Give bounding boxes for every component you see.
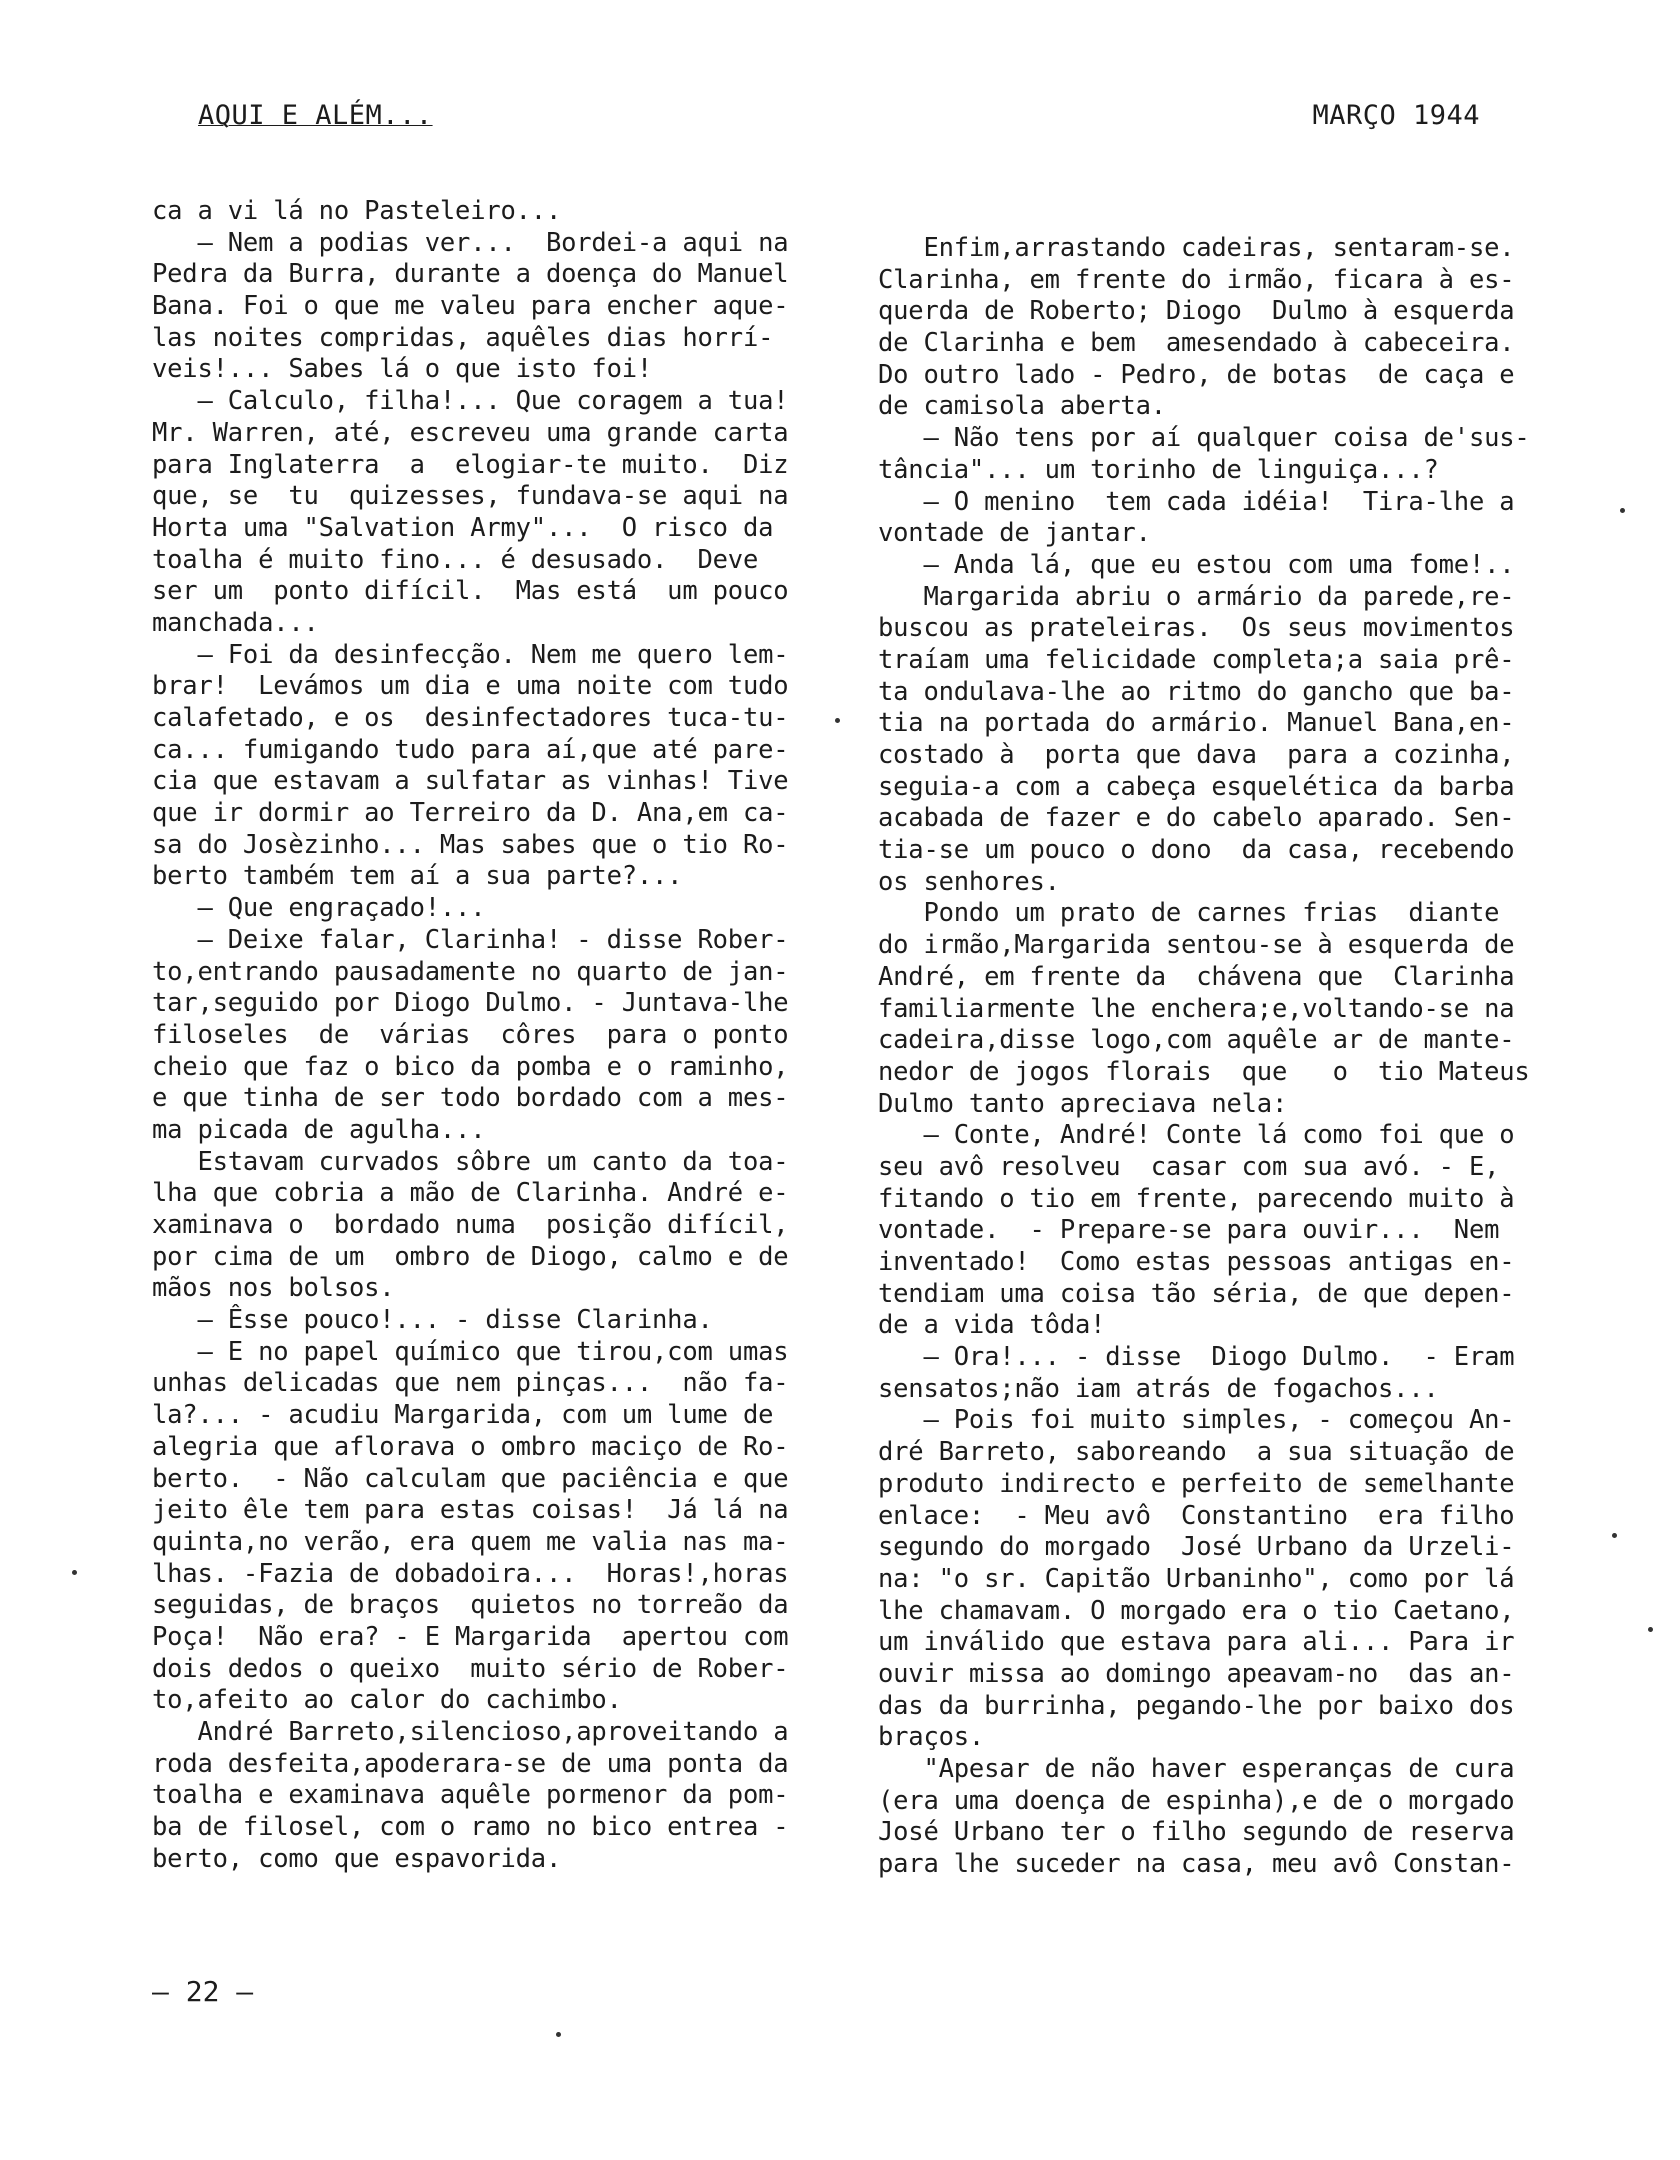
text-line: Do outro lado - Pedro, de botas de caça e — [878, 359, 1515, 390]
text-line: ser um ponto difícil. Mas está um pouco — [152, 576, 789, 607]
text-line: veis!... Sabes lá o que isto foi! — [152, 354, 653, 385]
text-line: berto, como que espavorida. — [152, 1843, 562, 1874]
text-line: calafetado, e os desinfectadores tuca-tu- — [152, 703, 789, 733]
text-line: cadeira,disse logo,com aquêle ar de mante- — [878, 1025, 1515, 1056]
text-line: seguidas, de braços quietos no torreão da — [152, 1590, 789, 1621]
text-line: os senhores. — [878, 866, 1060, 897]
text-line: Enfim,arrastando cadeiras, sentaram-se. — [878, 233, 1515, 263]
text-line: alegria que aflorava o ombro maciço de Ro- — [152, 1431, 789, 1462]
text-line: de a vida tôda! — [878, 1310, 1106, 1341]
text-line: toalha é muito fino... é desusado. Deve — [152, 544, 759, 575]
text-line: das da burrinha, pegando-lhe por baixo dos — [878, 1690, 1515, 1721]
ink-speck — [72, 1570, 77, 1575]
text-line: sensatos;não iam atrás de fogachos... — [878, 1373, 1439, 1404]
text-line: to,entrando pausadamente no quarto de jan- — [152, 956, 789, 987]
text-line: Bana. Foi o que me valeu para encher aque- — [152, 291, 789, 322]
text-line: — Nem a podias ver... Bordei-a aqui na — [152, 227, 789, 258]
text-line: querda de Roberto; Diogo Dulmo à esquerda — [878, 296, 1515, 327]
text-line: e que tinha de ser todo bordado com a mes- — [152, 1083, 789, 1114]
text-line: lhas. -Fazia de dobadoira... Horas!,horas — [152, 1558, 789, 1589]
text-line: Horta uma "Salvation Army"... O risco da — [152, 512, 774, 543]
text-line: acabada de fazer e do cabelo aparado. Sen- — [878, 803, 1515, 834]
text-line: buscou as prateleiras. Os seus movimentos — [878, 613, 1515, 644]
text-line: vontade de jantar. — [878, 518, 1151, 549]
text-line: jeito êle tem para estas coisas! Já lá na — [152, 1495, 789, 1526]
text-line: roda desfeita,apoderara-se de uma ponta da — [152, 1748, 789, 1779]
text-line: costado à porta que dava para a cozinha, — [878, 740, 1515, 770]
text-line: enlace: - Meu avô Constantino era filho — [878, 1500, 1515, 1531]
text-line: — Deixe falar, Clarinha! - disse Rober- — [152, 924, 789, 955]
ink-speck — [1620, 508, 1625, 513]
ink-speck — [1612, 1533, 1617, 1538]
text-line: — Que engraçado!... — [152, 893, 486, 924]
text-line: — Não tens por aí qualquer coisa de'sus- — [878, 423, 1530, 454]
text-line: José Urbano ter o filho segundo de reserva — [878, 1817, 1515, 1848]
text-line: cheio que faz o bico da pomba e o raminho, — [152, 1051, 789, 1082]
page-number: — 22 — — [152, 1975, 254, 2008]
text-line: quinta,no verão, era quem me valia nas ma- — [152, 1526, 789, 1557]
text-line: um inválido que estava para ali... Para ir — [878, 1627, 1515, 1658]
text-line: — Êsse pouco!... - disse Clarinha. — [152, 1305, 713, 1336]
text-line: Margarida abriu o armário da parede,re- — [878, 581, 1515, 612]
text-line: por cima de um ombro de Diogo, calmo e de — [152, 1241, 789, 1272]
text-line: ca... fumigando tudo para aí,que até pare- — [152, 734, 789, 765]
left-text-column — [152, 196, 788, 1875]
magazine-title: AQUI E ALÉM... — [198, 100, 433, 131]
text-line: produto indirecto e perfeito de semelhante — [878, 1468, 1515, 1499]
running-header — [198, 100, 1480, 150]
text-line: André Barreto,silencioso,aproveitando a — [152, 1717, 789, 1747]
text-line: fitando o tio em frente, parecendo muito à — [878, 1183, 1515, 1214]
text-line: Poça! Não era? - E Margarida apertou com — [152, 1621, 789, 1652]
issue-date: MARÇO 1944 — [1312, 100, 1480, 131]
text-line: ouvir missa ao domingo apeavam-no das an- — [878, 1658, 1515, 1689]
text-line: ma picada de agulha... — [152, 1114, 486, 1145]
text-line: — Calculo, filha!... Que coragem a tua! — [152, 386, 789, 417]
text-line: — Conte, André! Conte lá como foi que o — [878, 1120, 1515, 1151]
text-line: tia-se um pouco o dono da casa, recebendo — [878, 835, 1515, 866]
text-line: dois dedos o queixo muito sério de Rober- — [152, 1653, 789, 1684]
text-line: Dulmo tanto apreciava nela: — [878, 1088, 1288, 1119]
text-line: sa do Josèzinho... Mas sabes que o tio Ro- — [152, 829, 789, 860]
text-line: nedor de jogos florais que o tio Mateus — [878, 1056, 1530, 1087]
text-line: to,afeito ao calor do cachimbo. — [152, 1685, 622, 1716]
ink-speck — [835, 718, 840, 723]
text-line: cia que estavam a sulfatar as vinhas! Tive — [152, 766, 789, 797]
text-line: lha que cobria a mão de Clarinha. André e- — [152, 1178, 789, 1209]
text-line: lhe chamavam. O morgado era o tio Caetano, — [878, 1595, 1515, 1626]
text-line: familiarmente lhe enchera;e,voltando-se na — [878, 993, 1515, 1024]
text-line: las noites compridas, aquêles dias horrí- — [152, 322, 774, 353]
text-line: mãos nos bolsos. — [152, 1273, 395, 1304]
text-line: tar,seguido por Diogo Dulmo. - Juntava-lhe — [152, 988, 789, 1019]
text-line: braços. — [878, 1722, 985, 1753]
text-line: Mr. Warren, até, escreveu uma grande carta — [152, 417, 789, 448]
text-line: la?... - acudiu Margarida, com um lume de — [152, 1400, 774, 1431]
text-line: na: "o sr. Capitão Urbaninho", como por lá — [878, 1563, 1515, 1594]
text-line: unhas delicadas que nem pinças... não fa- — [152, 1368, 789, 1399]
text-line: — E no papel químico que tirou,com umas — [152, 1336, 789, 1367]
text-line: tia na portada do armário. Manuel Bana,en- — [878, 708, 1515, 739]
text-line: — Foi da desinfecção. Nem me quero lem- — [152, 639, 789, 670]
text-line: Clarinha, em frente do irmão, ficara à es- — [878, 264, 1515, 295]
text-line: berto. - Não calculam que paciência e que — [152, 1463, 789, 1494]
text-line: dré Barreto, saboreando a sua situação de — [878, 1437, 1515, 1468]
text-line: traíam uma felicidade completa;a saia prê- — [878, 644, 1515, 675]
text-line: inventado! Como estas pessoas antigas en- — [878, 1247, 1515, 1277]
ink-speck — [1648, 1627, 1653, 1632]
text-line: berto também tem aí a sua parte?... — [152, 861, 683, 892]
text-line: tância"... um torinho de linguiça...? — [878, 454, 1439, 485]
text-line: — Anda lá, que eu estou com uma fome!.. — [878, 549, 1515, 580]
text-line: — Ora!... - disse Diogo Dulmo. - Eram — [878, 1342, 1515, 1373]
text-line: "Apesar de não haver esperanças de cura — [878, 1754, 1515, 1784]
text-line: tendiam uma coisa tão séria, de que depen- — [878, 1278, 1515, 1309]
text-line: de Clarinha e bem amesendado à cabeceira. — [878, 328, 1515, 359]
text-line: ba de filosel, com o ramo no bico entrea - — [152, 1812, 789, 1843]
text-line: — Pois foi muito simples, - começou An- — [878, 1405, 1515, 1436]
text-line: manchada... — [152, 607, 319, 638]
text-line: para lhe suceder na casa, meu avô Constan- — [878, 1849, 1515, 1880]
text-line: seu avô resolveu casar com sua avó. - E, — [878, 1151, 1500, 1182]
text-line: segundo do morgado José Urbano da Urzeli- — [878, 1532, 1515, 1563]
text-line: xaminava o bordado numa posição difícil, — [152, 1210, 789, 1240]
text-line: Estavam curvados sôbre um canto da toa- — [152, 1146, 789, 1177]
text-line: toalha e examinava aquêle pormenor da pom- — [152, 1780, 789, 1811]
text-line: brar! Levámos um dia e uma noite com tudo — [152, 671, 789, 702]
text-line: para Inglaterra a elogiar-te muito. Diz — [152, 449, 789, 480]
text-line: do irmão,Margarida sentou-se à esquerda de — [878, 930, 1515, 961]
text-line: ca a vi lá no Pasteleiro... — [152, 196, 562, 226]
ink-speck — [556, 2032, 561, 2037]
text-line: Pedra da Burra, durante a doença do Manuel — [152, 259, 789, 290]
text-line: ta ondulava-lhe ao ritmo do gancho que ba- — [878, 676, 1515, 707]
text-line: vontade. - Prepare-se para ouvir... Nem — [878, 1215, 1500, 1246]
text-line: que, se tu quizesses, fundava-se aqui na — [152, 481, 789, 512]
text-line: que ir dormir ao Terreiro da D. Ana,em ca- — [152, 798, 789, 829]
text-line: — O menino tem cada idéia! Tira-lhe a — [878, 486, 1515, 517]
right-text-column — [878, 233, 1530, 1881]
text-line: (era uma doença de espinha),e de o morgado — [878, 1785, 1515, 1816]
text-line: André, em frente da chávena que Clarinha — [878, 961, 1515, 992]
text-line: de camisola aberta. — [878, 391, 1166, 422]
text-line: seguia-a com a cabeça esquelética da barba — [878, 771, 1515, 802]
text-line: filoseles de várias côres para o ponto — [152, 1019, 789, 1050]
text-line: Pondo um prato de carnes frias diante — [878, 898, 1500, 929]
